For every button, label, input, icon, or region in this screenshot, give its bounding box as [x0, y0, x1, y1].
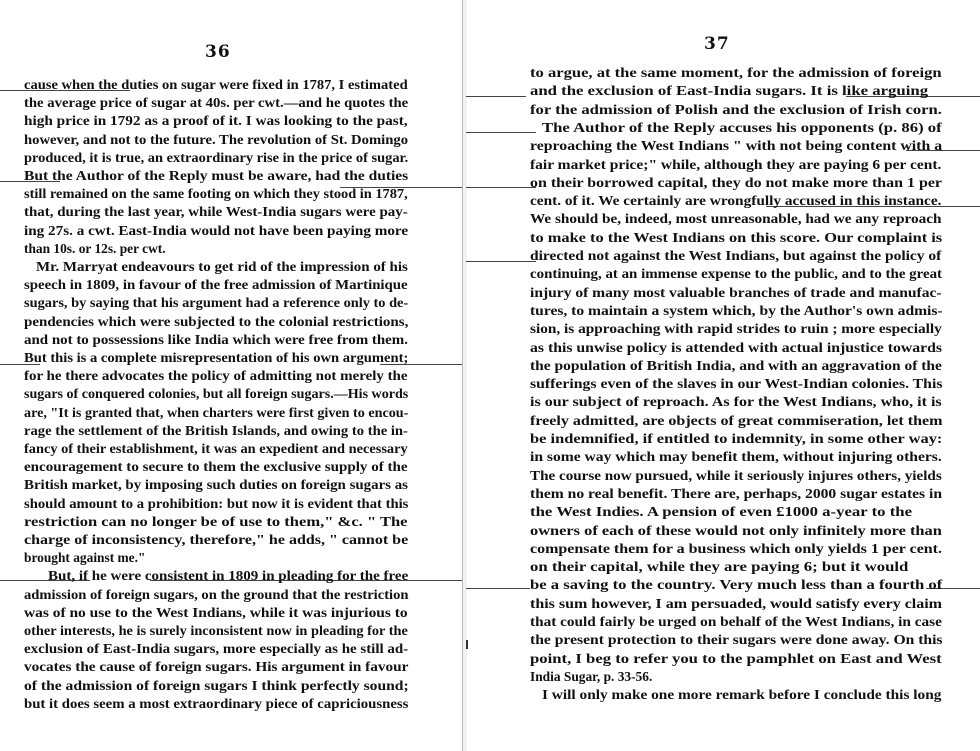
text-line: sugars of conquered colonies, but all foreign sugars.—His words [24, 386, 409, 402]
text-line: for the admission of Polish and the exclusion of Irish corn. [530, 101, 942, 117]
text-line: The Author of the Reply accuses his opponents (p. 86) of [542, 119, 942, 135]
text-line: be indemnified, if entitled to indemnity, in some other way: [530, 431, 943, 446]
text-line: India Sugar, p. 33-56. [530, 668, 653, 684]
text-line: them no real benefit. There are, perhaps, 2000 sugar estates in [530, 485, 943, 501]
text-line: directed not against the West Indians, but against the policy of [530, 248, 942, 263]
text-line: The course now pursued, while it seriously injures others, yields [530, 467, 942, 483]
text-line: high price in 1792 as a proof of it. I was looking to the past, [24, 113, 408, 129]
text-line: this sum however, I am persuaded, would satisfy every claim [530, 595, 943, 611]
text-line: still remained on the same footing on which they stood in 1787, [24, 186, 408, 202]
page-speck [466, 640, 468, 649]
text-line: But, if he were consistent in 1809 in pleading for the free [48, 568, 409, 584]
text-line: the average price of sugar at 40s. per cwt.—and he quotes the [24, 95, 409, 111]
text-line: exclusion of East-India sugars, more especially as he still ad- [24, 641, 409, 657]
text-line: but it does seem a most extraordinary piece of capriciousness [24, 695, 409, 711]
text-line: for he there advocates the policy of admitting not merely the [24, 368, 408, 384]
text-line: vocates the cause of foreign sugars. His argument in favour [24, 659, 409, 675]
text-line: fair market price;" while, although they are paying 6 per cent. [530, 156, 942, 172]
text-line: sugars, by saying that his argument had a reference only to de- [24, 295, 409, 311]
text-line: on their borrowed capital, they do not make more than 1 per [530, 174, 942, 190]
text-line: reproaching the West Indians " with not being content with a [530, 138, 943, 154]
margin-rule [466, 132, 536, 133]
text-line: that could fairly be urged on behalf of the West Indians, in case [530, 614, 942, 629]
text-line: point, I beg to refer you to the pamphlet on East and West [530, 650, 942, 666]
page-number-right: 37 [704, 34, 730, 54]
text-line: pendencies which were subjected to the colonial restrictions, [24, 313, 409, 329]
text-line: on their capital, while they are paying 6; but it would [530, 559, 909, 575]
text-line: other interests, he is surely inconsistent now in pleading for the [24, 623, 408, 638]
text-line: produced, it is true, an extraordinary rise in the price of sugar. [24, 149, 409, 165]
text-line: the present protection to their sugars were done away. On this [530, 632, 943, 648]
text-line: to argue, at the same moment, for the admission of foreign [530, 65, 942, 80]
text-line: the population of British India, and with an aggravation of the [530, 357, 942, 373]
text-line: cent. of it. We certainly are wrongfully accused in this instance. [530, 193, 942, 209]
text-line: rage the settlement of the British Islands, and owing to the in- [24, 422, 408, 438]
text-line: and the exclusion of East-India sugars. It is like arguing [530, 83, 929, 99]
text-line: injury of many most valuable branches of trade and manufac- [530, 284, 942, 300]
text-line: and not to possessions like India which were free from them. [24, 331, 408, 347]
text-line: We should be, indeed, most unreasonable, had we any reproach [530, 211, 942, 227]
left-page [0, 0, 462, 751]
text-line: are, "It is granted that, when charters were first given to encou- [24, 404, 409, 420]
text-line: however, and not to the future. The revolution of St. Domingo [24, 131, 409, 147]
page-number-left: 36 [205, 42, 231, 62]
text-line: admission of foreign sugars, on the ground that the restriction [24, 586, 409, 602]
text-line: British market, by imposing such duties on foreign sugars as [24, 477, 408, 493]
text-line: was of no use to the West Indians, while it was injurious to [24, 604, 408, 620]
text-line: ing 27s. a cwt. East-India would not have been paying more [24, 222, 409, 238]
text-line: charge of inconsistency, therefore," he adds, " cannot be [24, 532, 409, 547]
text-line: I will only make one more remark before I conclude this long [542, 687, 942, 703]
margin-rule [466, 187, 536, 188]
text-line: Mr. Marryat endeavours to get rid of the impression of his [36, 259, 408, 274]
text-line: be a saving to the country. Very much less than a fourth of [530, 577, 943, 593]
text-line: as this unwise policy is attended with actual injustice towards [530, 339, 943, 355]
text-line: But the Author of the Reply must be aware, had the duties [24, 168, 409, 183]
margin-rule [466, 261, 536, 262]
text-line: tures, to maintain a system which, by the Author's own admis- [530, 302, 943, 318]
text-line: restriction can no longer be of use to them," &c. " The [24, 513, 408, 529]
margin-rule [466, 588, 530, 589]
text-line: sufferings even of the slaves in our West-Indian colonies. This [530, 376, 943, 392]
text-line: is our subject of reproach. As for the West Indians, who, it is [530, 394, 942, 410]
text-line: But this is a complete misrepresentation of his own argument; [24, 350, 409, 365]
text-line: should amount to a prohibition: but now it is evident that this [24, 495, 409, 511]
text-line: brought against me." [24, 550, 146, 566]
text-line: that, during the last year, while West-India sugars were pay- [24, 204, 408, 220]
text-line: encouragement to secure to them the exclusive supply of the [24, 459, 408, 475]
text-line: of the admission of foreign sugars I think perfectly sound; [24, 677, 409, 693]
text-line: continuing, at an immense expense to the public, and to the great [530, 266, 943, 282]
text-line: sion, is approaching with rapid strides to ruin ; more especially [530, 321, 942, 337]
text-line: in some way which may benefit them, without injuring others. [530, 449, 942, 465]
text-line: the West Indies. A pension of even £1000 a-year to the [530, 504, 913, 520]
text-line: freely admitted, are objects of great commiseration, let them [530, 412, 943, 428]
text-line: speech in 1809, in favour of the free admission of Martinique [24, 277, 408, 293]
margin-rule [466, 96, 526, 97]
text-line: cause when the duties on sugar were fixed in 1787, I estimated [24, 77, 408, 92]
text-line: owners of each of these would not only infinitely more than [530, 522, 942, 538]
text-line: than 10s. or 12s. per cwt. [24, 240, 166, 256]
text-line: compensate them for a business which only yields 1 per cent. [530, 540, 943, 556]
right-page [466, 0, 980, 751]
text-line: to make to the West Indians on this score. Our complaint is [530, 229, 943, 245]
text-line: fancy of their establishment, it was an expedient and necessary [24, 441, 408, 456]
